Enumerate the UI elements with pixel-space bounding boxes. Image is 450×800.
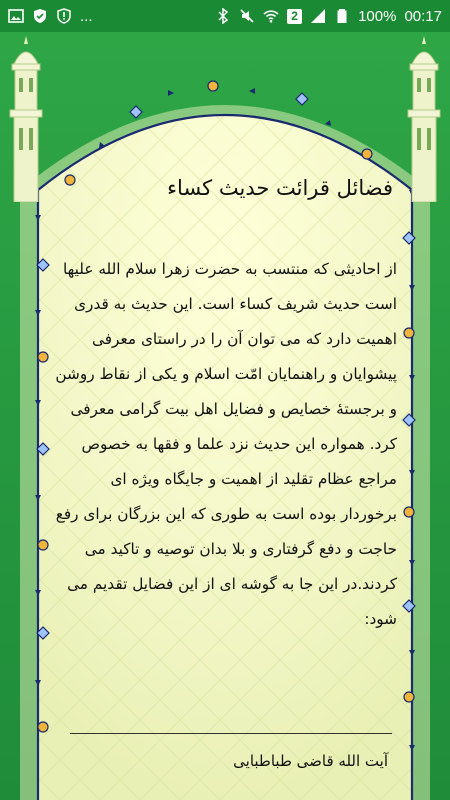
battery-percent: 100%: [358, 7, 397, 25]
clock: 00:17: [404, 7, 442, 25]
battery-icon: [334, 8, 350, 24]
signal-icon: [310, 8, 326, 24]
more-notifications: ...: [80, 7, 93, 25]
status-bar: [0, 0, 450, 32]
image-icon: [8, 8, 24, 24]
wifi-icon: [263, 8, 279, 24]
left-minaret: [2, 32, 50, 202]
mute-icon: [239, 8, 255, 24]
article-content: [53, 150, 397, 800]
article-body: از احادیثی که منتسب به حضرت زهرا سلام الله علیها است حدیث شریف کساء است. این حدیث به قدری اهمیت دارد که می توان آن را در راستای معرفی پیشوایان و راهنمایان امّت اسلام و یکی از نقاط روشن و برجستهٔ خصایص و فضایل اهل بیت گرامی معرفی کرد. همواره این حدیث نزد علما و فقها به خصوص مراجع عظام تقلید از اهمیت و جایگاه ویژه ای برخوردار بوده است به طوری که این بزرگان برای رفع حاجت و دفع گرفتاری و بلا بدان توصیه و تاکید می کردند.در این جا به گوشه ای از این فضایل تقدیم می شود:: [55, 260, 397, 628]
page-title: فضائل قرائت حدیث کساء: [167, 176, 393, 200]
alert-icon: [56, 8, 72, 24]
sim-badge: 2: [287, 9, 302, 24]
author-name: آیت الله قاضی طباطبایی: [233, 752, 388, 770]
shield-icon: [32, 8, 48, 24]
right-minaret: [400, 32, 448, 202]
divider: [70, 733, 392, 734]
bluetooth-icon: [215, 8, 231, 24]
